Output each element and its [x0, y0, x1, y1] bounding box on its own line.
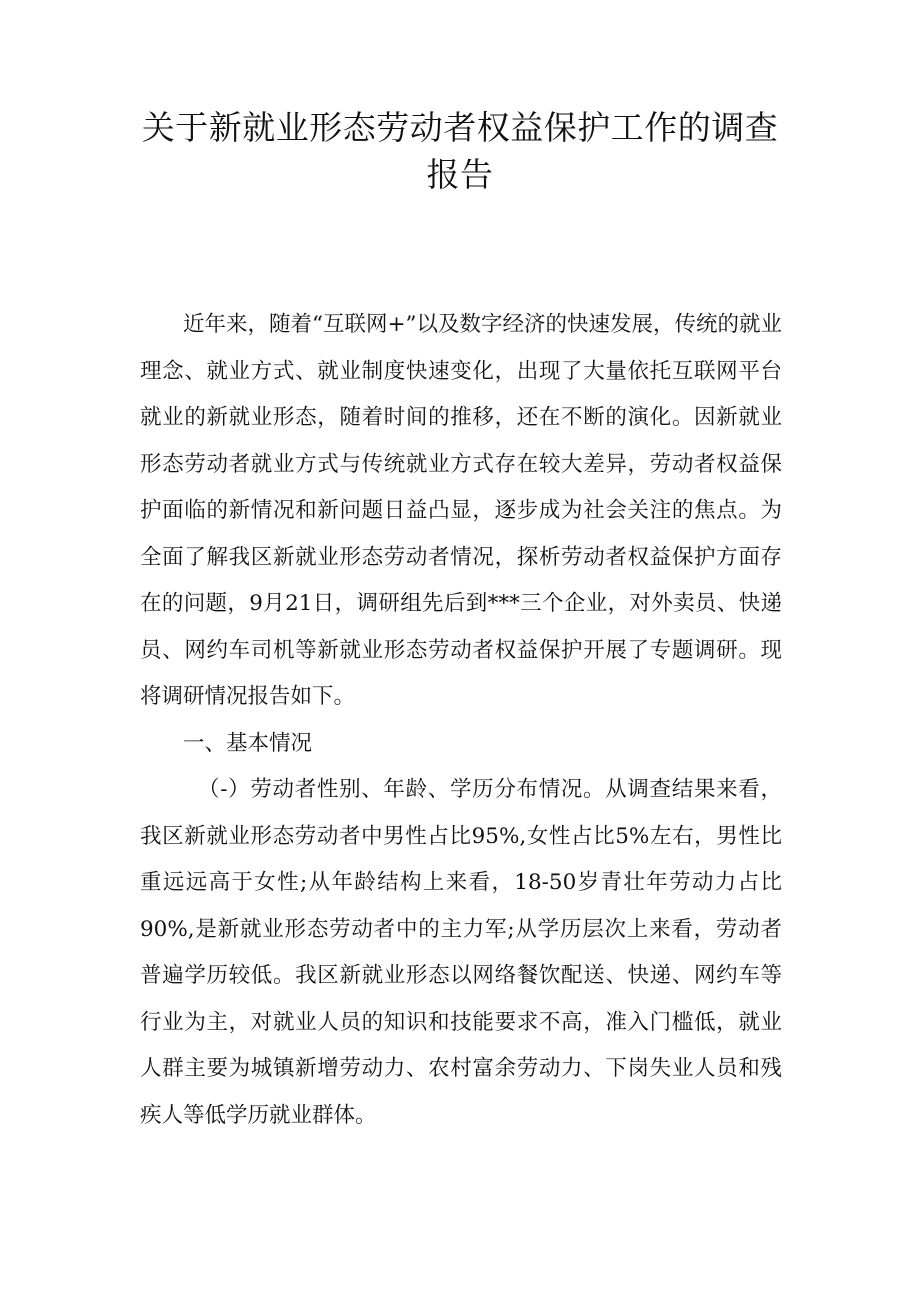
subsection-paragraph-demographics: （-）劳动者性别、年龄、学历分布情况。从调查结果来看，我区新就业形态劳动者中男性占比95%,女性占比5%左右，男性比重远远高于女性;从年龄结构上来看，18-50岁青壮年劳动力占比90%,是新就业形态劳动者中的主力军;从学历层次上来看，劳动者普遍学历较低。我区新就业形态以网络餐饮配送、快递、网约车等行业为主，对就业人员的知识和技能要求不高，准入门槛低，就业人群主要为城镇新增劳动力、农村富余劳动力、下岗失业人员和残疾人等低学历就业群体。 — [140, 777, 782, 1128]
document-title: 关于新就业形态劳动者权益保护工作的调查报告 — [141, 108, 779, 194]
document-body — [140, 302, 782, 1139]
intro-paragraph: 近年来，随着“互联网+”以及数字经济的快速发展，传统的就业理念、就业方式、就业制度快速变化，出现了大量依托互联网平台就业的新就业形态，随着时间的推移，还在不断的演化。因新就业形态劳动者就业方式与传统就业方式存在较大差异，劳动者权益保护面临的新情况和新问题日益凸显，逐步成为社会关注的焦点。为全面了解我区新就业形态劳动者情况，探析劳动者权益保护方面存在的问题，9月21日，调研组先后到***三个企业，对外卖员、快递员、网约车司机等新就业形态劳动者权益保护开展了专题调研。现将调研情况报告如下。 — [140, 312, 783, 709]
section-heading-basic-situation: 一、基本情况 — [183, 730, 313, 756]
